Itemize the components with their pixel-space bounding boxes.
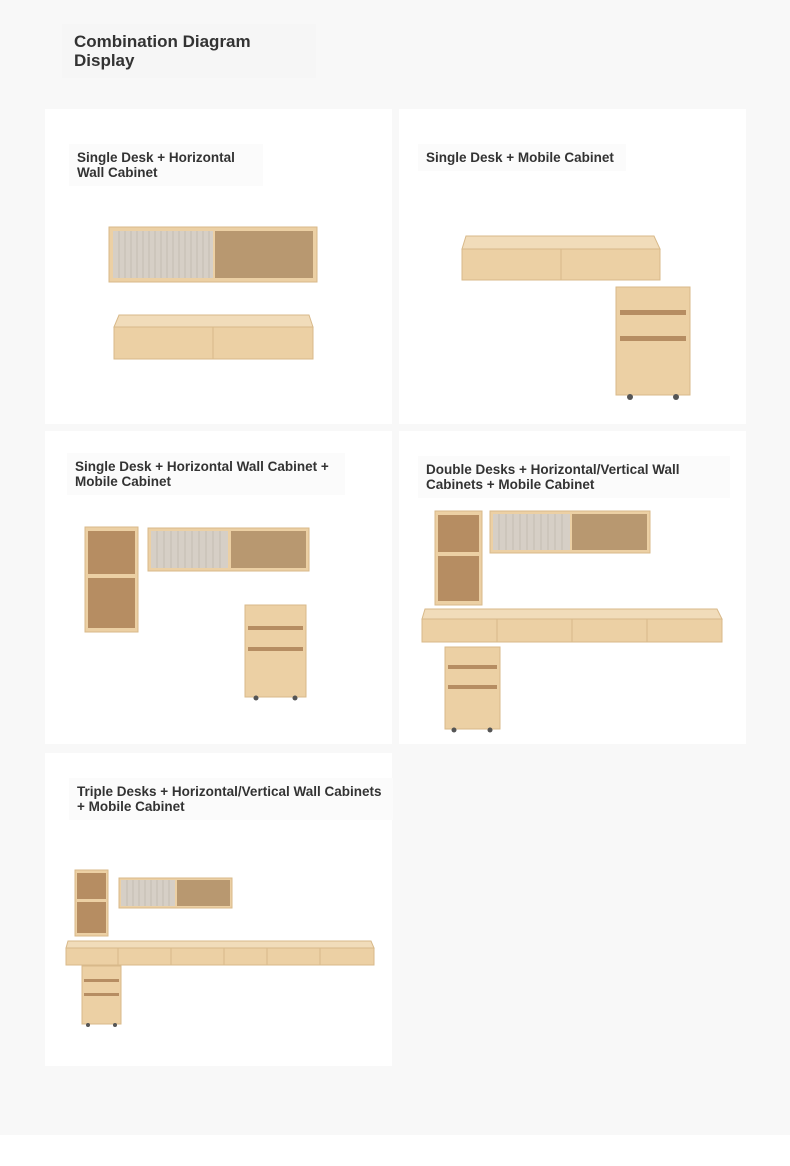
single-desk: [462, 236, 660, 280]
single-desk: [114, 315, 313, 359]
combination-card-2: [399, 109, 746, 424]
horizontal-wall-cabinet: [119, 878, 232, 908]
double-desks: [422, 609, 722, 642]
mobile-cabinet: [616, 287, 690, 400]
double-desks-wall-cabinets-mobile-cabinet-illustration: [399, 431, 746, 744]
horizontal-wall-cabinet: [490, 511, 650, 553]
combination-card-title: Single Desk + Mobile Cabinet: [418, 144, 626, 171]
combination-card-title: Single Desk + Horizontal Wall Cabinet: [69, 144, 263, 186]
combination-card-1: [45, 109, 392, 424]
vertical-wall-cabinet: [435, 511, 482, 605]
combination-card-5: [45, 753, 392, 1066]
mobile-cabinet: [445, 647, 500, 733]
single-desk-wall-cabinets-mobile-cabinet-illustration: [45, 431, 392, 744]
vertical-wall-cabinet: [85, 527, 138, 632]
mobile-cabinet: [82, 966, 121, 1027]
horizontal-wall-cabinet: [148, 528, 309, 571]
combination-card-title: Double Desks + Horizontal/Vertical Wall Cabinets + Mobile Cabinet: [418, 456, 730, 498]
combination-card-4: [399, 431, 746, 744]
combination-card-title: Triple Desks + Horizontal/Vertical Wall Cabinets + Mobile Cabinet: [69, 778, 393, 820]
mobile-cabinet: [245, 605, 306, 701]
single-desk-horizontal-wall-cabinet-illustration: [45, 109, 392, 424]
triple-desks-wall-cabinets-mobile-cabinet-illustration: [45, 753, 392, 1066]
combination-card-3: [45, 431, 392, 744]
combination-card-title: Single Desk + Horizontal Wall Cabinet + Mobile Cabinet: [67, 453, 345, 495]
vertical-wall-cabinet: [75, 870, 108, 936]
horizontal-wall-cabinet: [109, 227, 317, 282]
triple-desks: [66, 941, 374, 965]
page-title: Combination Diagram Display: [62, 24, 316, 78]
single-desk-mobile-cabinet-illustration: [399, 109, 746, 424]
